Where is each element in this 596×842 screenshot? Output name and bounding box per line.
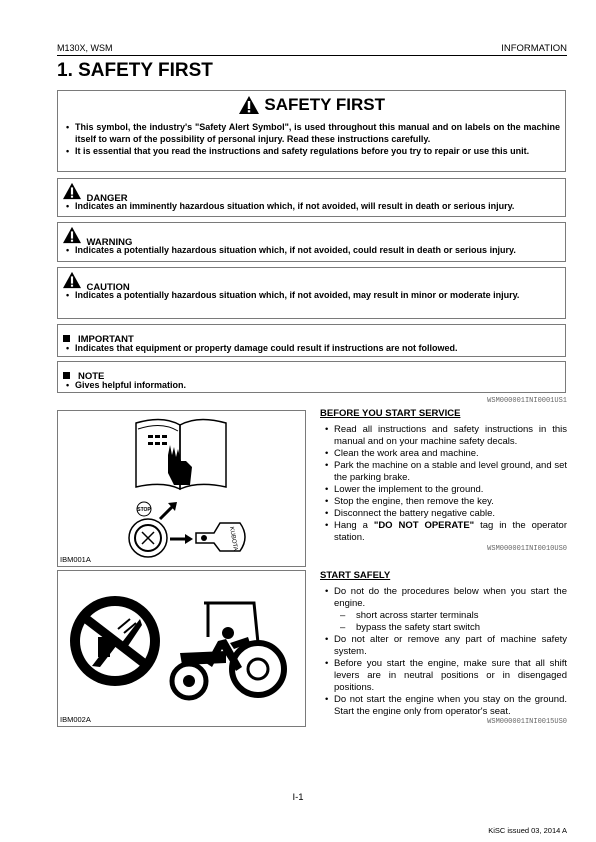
list-item: • Disconnect the battery negative cable.: [320, 508, 567, 520]
start-safely-heading: START SAFELY: [320, 570, 391, 581]
list-subitem: – short across starter terminals: [320, 610, 567, 622]
figure-ibm001a: [57, 410, 306, 567]
list-item: • Do not start the engine when you stay on the ground. Start the engine only from operator's seat.: [320, 694, 567, 718]
bullet-square-icon: [63, 335, 70, 342]
important-text: • Indicates that equipment or property damage could result if instructions are not followed.: [61, 342, 561, 354]
figure-label: IBM001A: [60, 555, 91, 564]
warning-label: WARNING: [86, 237, 133, 249]
page-number: I-1: [292, 792, 304, 803]
list-item: • Park the machine on a stable and level ground, and set the parking brake.: [320, 460, 567, 484]
caution-text: • Indicates a potentially hazardous situation which, if not avoided, may result in minor or moderate injury.: [61, 289, 561, 301]
header-section: INFORMATION: [501, 43, 567, 54]
note-box: [57, 361, 566, 393]
list-item: • Before you start the engine, make sure that all shift levers are in neutral positions or in disengaged positions.: [320, 658, 567, 694]
warning-text: • Indicates a potentially hazardous situation which, if not avoided, could result in death or serious injury.: [61, 244, 561, 256]
danger-box: [57, 178, 566, 217]
danger-text: • Indicates an imminently hazardous situation which, if not avoided, will result in death or serious injury.: [61, 200, 561, 212]
note-text: • Gives helpful information.: [61, 379, 561, 391]
start-safely-list: [320, 586, 567, 718]
list-item: • Do not do the procedures below when you start the engine.: [320, 586, 567, 610]
list-item: • Hang a "DO NOT OPERATE" tag in the operator station.: [320, 520, 567, 544]
caution-box: [57, 267, 566, 319]
list-item: • Clean the work area and machine.: [320, 448, 567, 460]
safety-box-title: SAFETY FIRST: [264, 95, 386, 114]
header-model: M130X, WSM: [57, 43, 113, 53]
reference-code: WSM000001INI0010US0: [487, 545, 567, 553]
safety-first-box: [57, 90, 566, 172]
list-item: • This symbol, the industry's "Safety Alert Symbol", is used throughout this manual and on labels on the machine itself to warn of the possibility of personal injury. Read these instructions carefully.: [61, 121, 560, 145]
safety-box-list: [61, 121, 560, 157]
issue-info: KiSC issued 03, 2014 A: [488, 826, 567, 835]
list-item: • Lower the implement to the ground.: [320, 484, 567, 496]
stop-sign-text: STOP: [137, 507, 151, 513]
important-box: [57, 324, 566, 357]
important-label: IMPORTANT: [78, 334, 134, 345]
figure-label: IBM002A: [60, 715, 91, 724]
bullet-square-icon: [63, 372, 70, 379]
reference-code: WSM000001INI0015US0: [487, 718, 567, 726]
page-title: 1. SAFETY FIRST: [57, 60, 213, 81]
svg-text:KUBOTA: KUBOTA: [227, 526, 239, 552]
before-start-heading: BEFORE YOU START SERVICE: [320, 408, 461, 419]
safety-alert-icon: [62, 226, 82, 244]
list-subitem: – bypass the safety start switch: [320, 622, 567, 634]
safety-alert-icon: [62, 182, 82, 200]
safety-alert-icon: [238, 95, 260, 115]
danger-label: DANGER: [86, 193, 128, 205]
caution-label: CAUTION: [86, 282, 130, 294]
warning-box: [57, 222, 566, 262]
reference-code: WSM000001INI0001US1: [487, 397, 567, 405]
list-item: • It is essential that you read the instructions and safety regulations before you try to repair or use this unit.: [61, 145, 560, 157]
note-label: NOTE: [78, 371, 105, 382]
figure-ibm002a: [57, 570, 306, 727]
header-rule: [57, 55, 567, 56]
list-item: • Read all instructions and safety instructions in this manual and on your machine safety decals.: [320, 424, 567, 448]
before-start-list: [320, 424, 567, 544]
safety-alert-icon: [62, 271, 82, 289]
list-item: • Do not alter or remove any part of machine safety system.: [320, 634, 567, 658]
manual-and-key-illustration: [58, 411, 305, 566]
list-item: • Stop the engine, then remove the key.: [320, 496, 567, 508]
start-safely-illustration: [58, 571, 305, 726]
